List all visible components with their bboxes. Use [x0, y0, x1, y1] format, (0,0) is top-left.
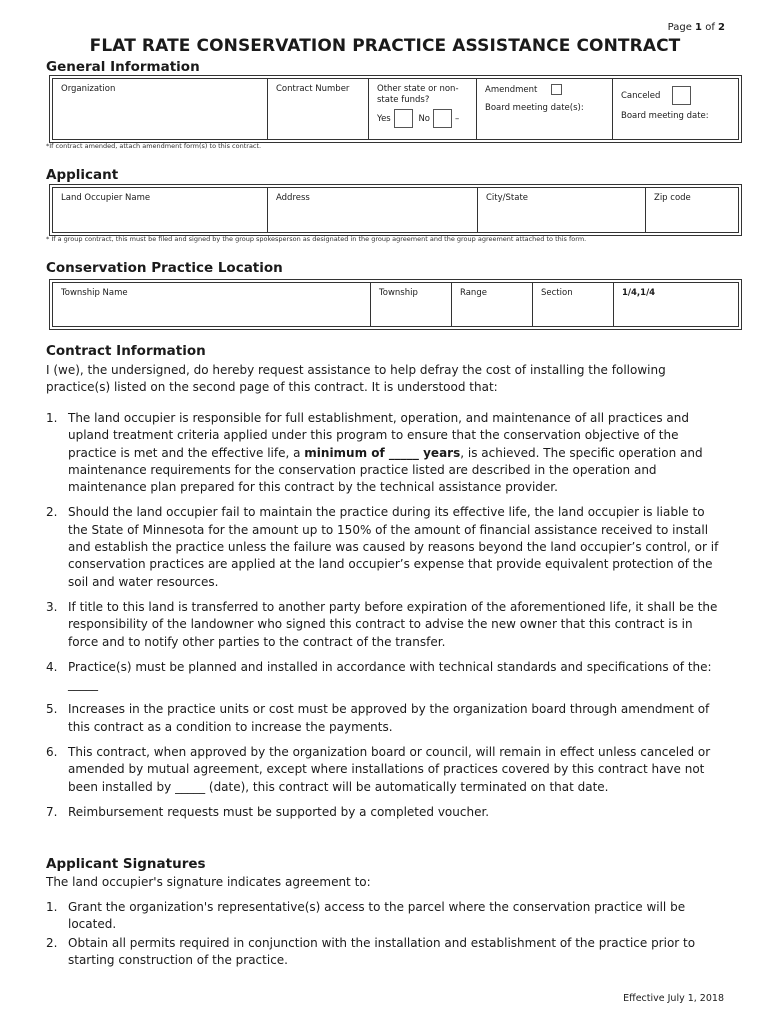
contract-item-6: 6. This contract, when approved by the organization board or council, will remain in effect unless canceled or amended by mutual agreement, except where installations of practices covered by this contract have not been installed by _____ (date), this contract will be automatically terminated on that date. — [46, 745, 711, 794]
signature-item-1: 1. Grant the organization's representative(s) access to the parcel where the conservation practice will be located. — [46, 900, 686, 932]
zip-field[interactable]: Zip code — [646, 188, 739, 233]
effective-date: Effective July 1, 2018 — [623, 993, 724, 1004]
applicant-heading: Applicant — [46, 167, 119, 183]
contract-intro: I (we), the undersigned, do hereby request assistance to help defray the cost of installing the following practice(s) listed on the second page of this contract. It is understood that: — [46, 363, 666, 395]
contract-item-3: 3. If title to this land is transferred to another party before expiration of the aforementioned life, it shall be the responsibility of the landowner who signed this contract to advise the new owner that this contract is in force and to notify other parties to the contract of the transfer. — [46, 599, 718, 649]
group-note: * If a group contract, this must be filed and signed by the group spokesperson as designated in the group agreement and the group agreement attached to this form. — [46, 235, 587, 243]
no-checkbox[interactable] — [433, 109, 452, 128]
location-heading: Conservation Practice Location — [46, 260, 283, 276]
location-table — [52, 282, 739, 327]
page-number: Page 1 of 2 — [667, 22, 725, 33]
contract-item-1: 1. The land occupier is responsible for full establishment, operation, and maintenance of all practices and upland treatment criteria applied under this program to ensure that the conservation objective of the practice is met and the effective life, a minimum of _____ years, is achieved. The specific operation and maintenance requirements for the conservation practice listed are described in the operation and maintenance plan prepared for this contract by the technical assistance provider. — [46, 411, 703, 495]
contract-heading: Contract Information — [46, 343, 206, 359]
yes-checkbox[interactable] — [394, 109, 413, 128]
range-field[interactable]: Range — [452, 283, 533, 327]
land-occupier-field[interactable]: Land Occupier Name — [53, 188, 268, 233]
signature-items — [46, 899, 726, 977]
signatures-heading: Applicant Signatures — [46, 856, 206, 872]
section-field[interactable]: Section — [533, 283, 614, 327]
general-info-heading: General Information — [46, 59, 200, 75]
city-state-field[interactable]: City/State — [478, 188, 646, 233]
document-title: FLAT RATE CONSERVATION PRACTICE ASSISTANCE CONTRACT — [89, 36, 681, 56]
signature-item-2: 2. Obtain all permits required in conjunction with the installation and establishment of the practice prior to starting construction of the practice. — [46, 935, 696, 967]
funds-field: Other state or non-state funds? Yes No – — [369, 79, 477, 140]
contract-item-5: 5. Increases in the practice units or cost must be approved by the organization board through amendment of this contract as a condition to increase the payments. — [46, 702, 710, 734]
township-name-field[interactable]: Township Name — [53, 283, 371, 327]
contract-items — [46, 410, 726, 829]
amendment-checkbox[interactable] — [551, 84, 562, 95]
amendment-field: Amendment Board meeting date(s): — [477, 79, 613, 140]
contract-item-7: 7. Reimbursement requests must be supported by a completed voucher. — [46, 804, 490, 819]
canceled-checkbox[interactable] — [672, 86, 691, 105]
contract-item-2: 2. Should the land occupier fail to maintain the practice during its effective life, the land occupier is liable to the State of Minnesota for the amount up to 150% of the amount of financial assistance received to install and establish the practice unless the failure was caused by reasons beyond the land occupier’s control, or if conservation practices are applied at the land occupier’s expense that provide equivalent protection of the soil and water resources. — [46, 505, 719, 589]
quarter-field[interactable]: 1/4,1/4 — [614, 283, 739, 327]
canceled-field: Canceled Board meeting date: — [613, 79, 739, 140]
signatures-intro: The land occupier's signature indicates agreement to: — [46, 875, 371, 889]
organization-field[interactable]: Organization — [53, 79, 268, 140]
amendment-note: *If contract amended, attach amendment form(s) to this contract. — [46, 142, 262, 150]
contract-number-field[interactable]: Contract Number — [268, 79, 369, 140]
general-info-table — [52, 78, 739, 140]
applicant-table — [52, 187, 739, 233]
township-field[interactable]: Township — [371, 283, 452, 327]
address-field[interactable]: Address — [268, 188, 478, 233]
contract-item-4: 4. Practice(s) must be planned and installed in accordance with technical standards and specifications of the: _____ — [46, 659, 712, 692]
